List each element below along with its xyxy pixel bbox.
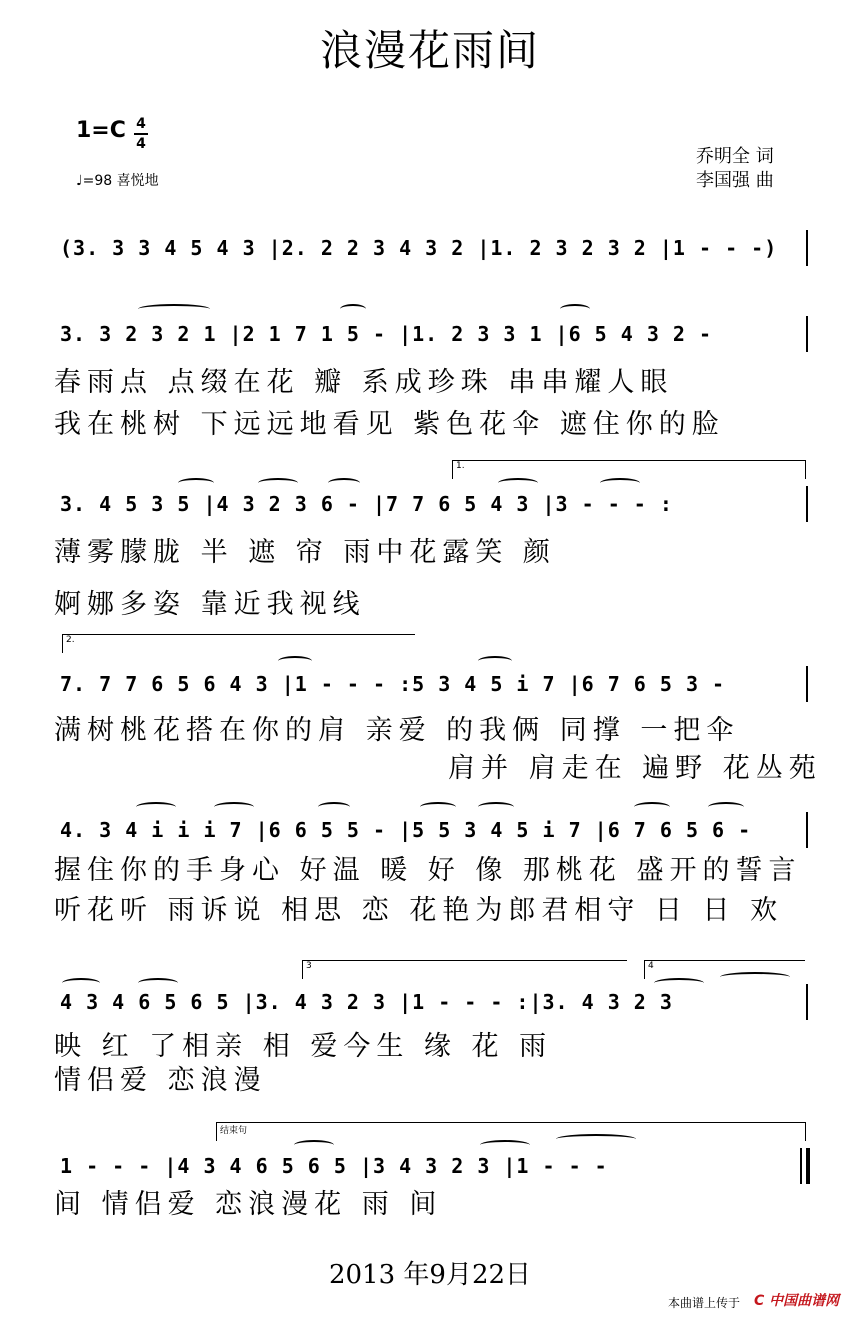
slur — [258, 478, 298, 488]
time-signature-top: 4 — [136, 116, 146, 132]
volta-bracket-ending: 结束句 — [216, 1122, 806, 1141]
time-signature-bottom: 4 — [136, 136, 146, 152]
slur — [278, 656, 312, 666]
composition-date: 2013 年9月22日 — [328, 1260, 532, 1290]
slur — [178, 478, 214, 488]
barline — [806, 486, 808, 522]
volta-bracket-third: 3 — [302, 960, 627, 979]
lyric-row-1-verse-1: 春雨点 点缀在花 瓣 系成珍珠 串串耀人眼 — [54, 367, 674, 398]
barline — [806, 984, 808, 1020]
slur — [136, 802, 176, 812]
lyric-row-6-verse-1: 间 情侣爱 恋浪漫花 雨 间 — [54, 1189, 443, 1220]
notation-row-6: 1 - - - |4 3 4 6 5 6 5 |3 4 3 2 3 |1 - - - — [60, 1154, 608, 1178]
composer-credit: 李国强 曲 — [696, 170, 774, 191]
barline — [806, 812, 808, 848]
slur — [480, 1140, 530, 1150]
page-title: 浪漫花雨间 — [319, 26, 540, 75]
lyric-row-1-verse-2: 我在桃树 下远远地看见 紫色花伞 遮住你的脸 — [54, 409, 725, 440]
barline — [806, 316, 808, 352]
slur — [318, 802, 350, 812]
tempo-marking: ♩=98 喜悦地 — [76, 173, 159, 189]
final-barline — [806, 1148, 810, 1184]
site-name: 中国曲谱网 — [769, 1293, 840, 1309]
notation-row-4: 4. 3 4 i i i 7 |6 6 5 5 - |5 5 3 4 5 i 7 |6 7 6 5 6 - — [60, 818, 752, 842]
slur — [340, 304, 366, 314]
notation-row-intro: (3. 3 3 4 5 4 3 |2. 2 2 3 4 3 2 |1. 2 3 2 3 2 |1 - - -) — [60, 236, 778, 260]
site-logo-icon: C — [754, 1293, 765, 1309]
volta-bracket-fourth: 4 — [644, 960, 805, 979]
lyric-row-3-verse-2: 肩并 肩走在 遍野 花丛苑 — [448, 753, 822, 784]
slur — [294, 1140, 334, 1150]
lyricist-credit: 乔明全 词 — [696, 146, 774, 167]
barline — [806, 666, 808, 702]
lyric-row-2-verse-2: 婀娜多姿 靠近我视线 — [54, 589, 366, 620]
notation-row-5: 4 3 4 6 5 6 5 |3. 4 3 2 3 |1 - - - :|3. 4 3 2 3 — [60, 990, 673, 1014]
slur — [328, 478, 360, 488]
site-logo[interactable] — [754, 1290, 839, 1310]
lyric-row-4-verse-1: 握住你的手身心 好温 暖 好 像 那桃花 盛开的誓言 — [54, 855, 802, 886]
slur — [214, 802, 254, 812]
volta-bracket-second: 2. — [62, 634, 415, 653]
slur — [654, 978, 704, 988]
slur — [478, 802, 514, 812]
barline — [806, 230, 808, 266]
volta-bracket-first: 1. — [452, 460, 806, 479]
lyric-row-2-verse-1: 薄雾朦胧 半 遮 帘 雨中花露笑 颜 — [54, 537, 556, 568]
notation-row-1: 3. 3 2 3 2 1 |2 1 7 1 5 - |1. 2 3 3 1 |6 5 4 3 2 - — [60, 322, 713, 346]
key-signature: 1=C — [76, 118, 126, 143]
slur — [600, 478, 640, 488]
slur — [478, 656, 512, 666]
slur — [556, 1134, 636, 1144]
slur — [62, 978, 100, 988]
lyric-row-5-verse-1: 映 红 了相亲 相 爱今生 缘 花 雨 — [54, 1031, 553, 1062]
lyric-row-4-verse-2: 听花听 雨诉说 相思 恋 花艳为郎君相守 日 日 欢 — [54, 895, 784, 926]
slur — [138, 304, 210, 314]
slur — [420, 802, 456, 812]
slur — [720, 972, 790, 982]
slur — [634, 802, 670, 812]
slur — [138, 978, 178, 988]
notation-row-2: 3. 4 5 3 5 |4 3 2 3 6 - |7 7 6 5 4 3 |3 - - - : — [60, 492, 673, 516]
lyric-row-3-verse-1: 满树桃花搭在你的肩 亲爱 的我俩 同撑 一把伞 — [54, 715, 740, 746]
slur — [498, 478, 538, 488]
slur — [560, 304, 590, 314]
notation-row-3: 7. 7 7 6 5 6 4 3 |1 - - - :5 3 4 5 i 7 |6 7 6 5 3 - — [60, 672, 726, 696]
lyric-row-5-verse-2: 情侣爱 恋浪漫 — [54, 1065, 267, 1096]
upload-note: 本曲谱上传于 — [668, 1296, 741, 1310]
barline — [800, 1148, 802, 1184]
time-signature — [134, 116, 148, 152]
slur — [708, 802, 744, 812]
